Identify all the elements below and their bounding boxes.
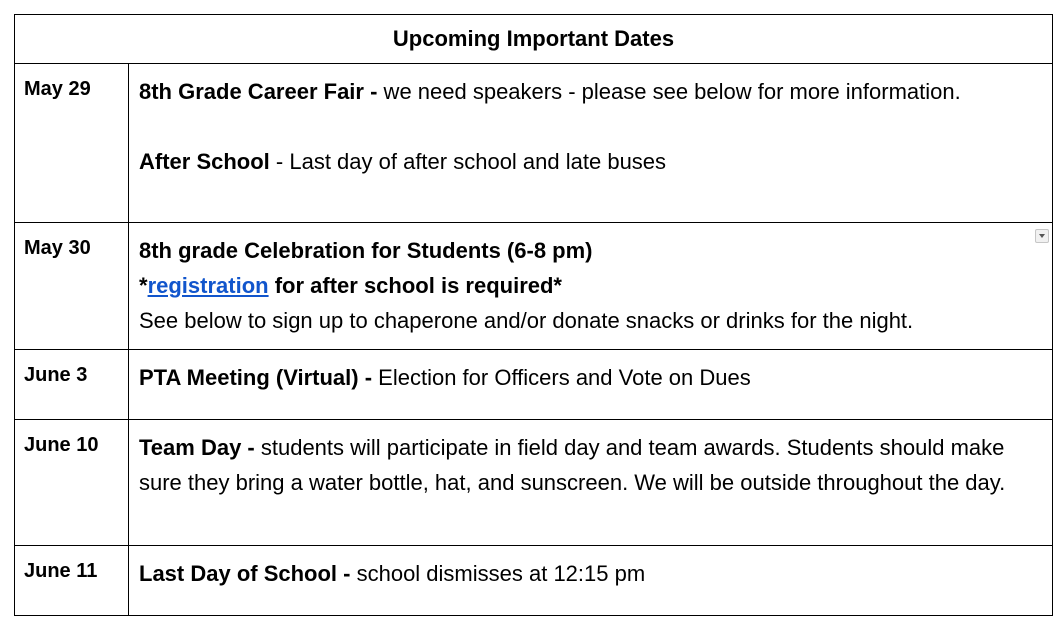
table-title: Upcoming Important Dates xyxy=(15,15,1053,64)
description-cell xyxy=(129,64,1053,223)
asterisk: * xyxy=(139,273,148,298)
event-title: PTA Meeting (Virtual) - xyxy=(139,365,373,390)
registration-link[interactable]: registration xyxy=(147,273,269,298)
event-text: students will participate in field day and team awards. Students should make sure they bring a water bottle, hat, and sunscreen. We will be outside throughout the day. xyxy=(139,435,1006,495)
event-text: Election for Officers and Vote on Dues xyxy=(372,365,751,390)
table-row xyxy=(15,223,1053,350)
description-cell xyxy=(129,350,1053,420)
event-line xyxy=(139,144,1042,179)
event-line xyxy=(139,430,1042,500)
date-cell: May 29 xyxy=(15,64,129,223)
event-text: - Last day of after school and late buses xyxy=(269,149,667,174)
registration-requirement xyxy=(139,268,1042,303)
table-row xyxy=(15,546,1053,616)
important-dates-table xyxy=(14,14,1053,616)
requirement-text: for after school is required* xyxy=(268,273,562,298)
event-text: school dismisses at 12:15 pm xyxy=(350,561,646,586)
event-title: 8th grade Celebration for Students (6-8 pm) xyxy=(139,238,593,263)
event-line xyxy=(139,74,1042,109)
table-row xyxy=(15,350,1053,420)
date-cell: May 30 xyxy=(15,223,129,350)
event-title: 8th Grade Career Fair - xyxy=(139,79,378,104)
title-row xyxy=(15,15,1053,64)
event-line xyxy=(139,556,1042,591)
table-row xyxy=(15,420,1053,546)
event-title: Team Day - xyxy=(139,435,255,460)
event-note: See below to sign up to chaperone and/or donate snacks or drinks for the night. xyxy=(139,308,914,333)
event-line xyxy=(139,360,1042,395)
table-row xyxy=(15,64,1053,223)
event-title: Last Day of School - xyxy=(139,561,351,586)
date-cell: June 10 xyxy=(15,420,129,546)
description-cell xyxy=(129,420,1053,546)
description-cell xyxy=(129,223,1053,350)
description-cell xyxy=(129,546,1053,616)
date-cell: June 3 xyxy=(15,350,129,420)
date-cell: June 11 xyxy=(15,546,129,616)
chevron-down-icon[interactable] xyxy=(1035,229,1049,243)
event-text: we need speakers - please see below for more information. xyxy=(377,79,961,104)
event-title: After School xyxy=(139,149,270,174)
